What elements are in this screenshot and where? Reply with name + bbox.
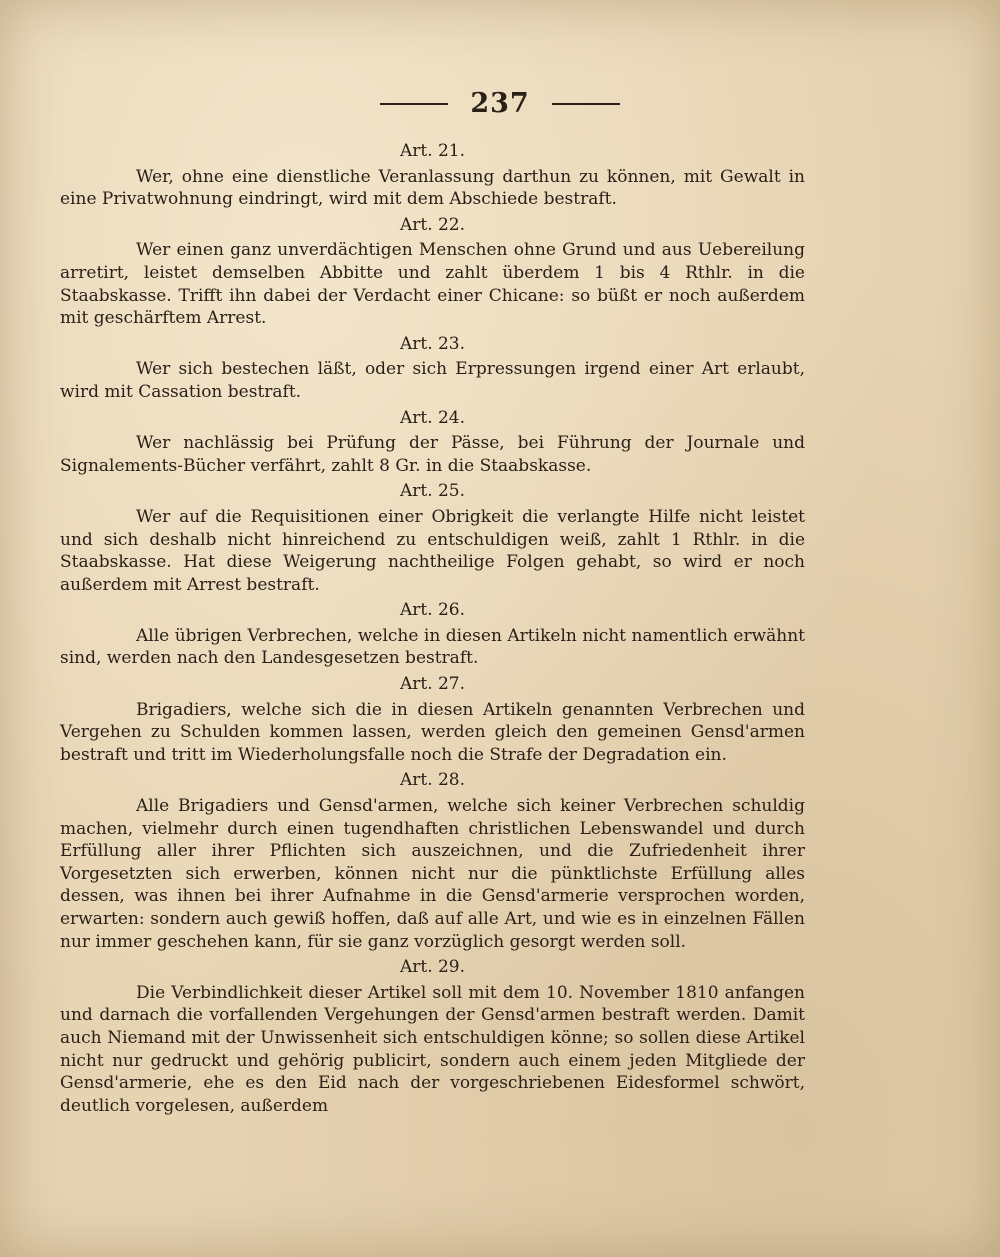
article-heading: Art. 28. <box>399 770 466 791</box>
article-heading: Art. 29. <box>399 957 466 978</box>
article-28 <box>60 769 805 953</box>
article-text: Die Verbindlichkeit dieser Artikel soll mit dem 10. November 1810 anfangen und darnach die vorfallenden Vergehungen der Gensd'armen bestraft werden. Damit auch Niemand mit der Unwissenheit sich entschuldigen könne; so sollen diese Artikel nicht nur gedruckt und gehörig publicirt, sondern auch einem jeden Mitgliede der Gensd'armerie, ehe es den Eid nach der vorgeschriebenen Eidesformel schwört, deutlich vorgelesen, außerdem <box>60 982 805 1116</box>
article-24 <box>60 407 805 478</box>
article-text: Wer auf die Requisitionen einer Obrigkeit die verlangte Hilfe nicht leistet und sich deshalb nicht hinreichend zu entschuldigen weiß, zahlt 1 Rthlr. in die Staabskasse. Hat diese Weigerung nachtheilige Folgen gehabt, so wird er noch außerdem mit Arrest bestraft. <box>60 506 805 595</box>
article-29 <box>60 956 805 1117</box>
article-heading: Art. 22. <box>399 214 466 235</box>
article-text: Wer, ohne eine dienstliche Veranlassung darthun zu können, mit Gewalt in eine Privatwohnung eindringt, wird mit dem Abschiede bestraft. <box>60 166 805 210</box>
article-text: Alle übrigen Verbrechen, welche in diesen Artikeln nicht namentlich erwähnt sind, werden nach den Landesgesetzen bestraft. <box>60 625 805 669</box>
article-heading: Art. 24. <box>399 407 466 428</box>
article-25 <box>60 480 805 596</box>
article-heading: Art. 26. <box>399 600 466 621</box>
article-heading: Art. 23. <box>399 333 466 354</box>
article-27 <box>60 673 805 766</box>
article-text: Wer sich bestechen läßt, oder sich Erpressungen irgend einer Art erlaubt, wird mit Cassation bestraft. <box>60 359 805 402</box>
article-23 <box>60 333 805 404</box>
page-number: 237 <box>470 88 530 119</box>
article-heading: Art. 21. <box>399 141 466 161</box>
article-26 <box>60 599 805 670</box>
article-text: Alle Brigadiers und Gensd'armen, welche sich keiner Verbrechen schuldig machen, vielmehr durch einen tugendhaften christlichen Lebenswandel und durch Erfüllung aller ihrer Pflichten sich auszeichnen, und die Zufriedenheit ihrer Vorgesetzten sich erwerben, können nicht nur die pünktlichste Erfüllung alles dessen, was ihnen bei ihrer Aufnahme in die Gensd'armerie versprochen worden, erwarten: sondern auch gewiß hoffen, daß auf alle Art, und wie es in einzelnen Fällen nur immer geschehen kann, für sie ganz vorzüglich gesorgt werden soll. <box>60 796 805 952</box>
article-21 <box>60 140 805 211</box>
page-body <box>60 138 805 1120</box>
header-rule-right <box>552 103 620 105</box>
article-text: Wer nachlässig bei Prüfung der Pässe, bei Führung der Journale und Signalements-Bücher verfährt, zahlt 8 Gr. in die Staabskasse. <box>60 433 805 476</box>
article-heading: Art. 25. <box>399 481 466 502</box>
article-text: Brigadiers, welche sich die in diesen Artikeln genannten Verbrechen und Vergehen zu Schulden kommen lassen, werden gleich den gemeinen Gensd'armen bestraft und tritt im Wiederholungsfalle noch die Strafe der Degradation ein. <box>60 699 805 765</box>
page-header <box>0 88 1000 119</box>
article-22 <box>60 214 805 330</box>
header-rule-left <box>380 103 448 105</box>
article-text: Wer einen ganz unverdächtigen Menschen ohne Grund und aus Uebereilung arretirt, leistet demselben Abbitte und zahlt überdem 1 bis 4 Rthlr. in die Staabskasse. Trifft ihn dabei der Verdacht einer Chicane: so büßt er noch außerdem mit geschärftem Arrest. <box>60 240 805 329</box>
article-heading: Art. 27. <box>399 674 466 695</box>
